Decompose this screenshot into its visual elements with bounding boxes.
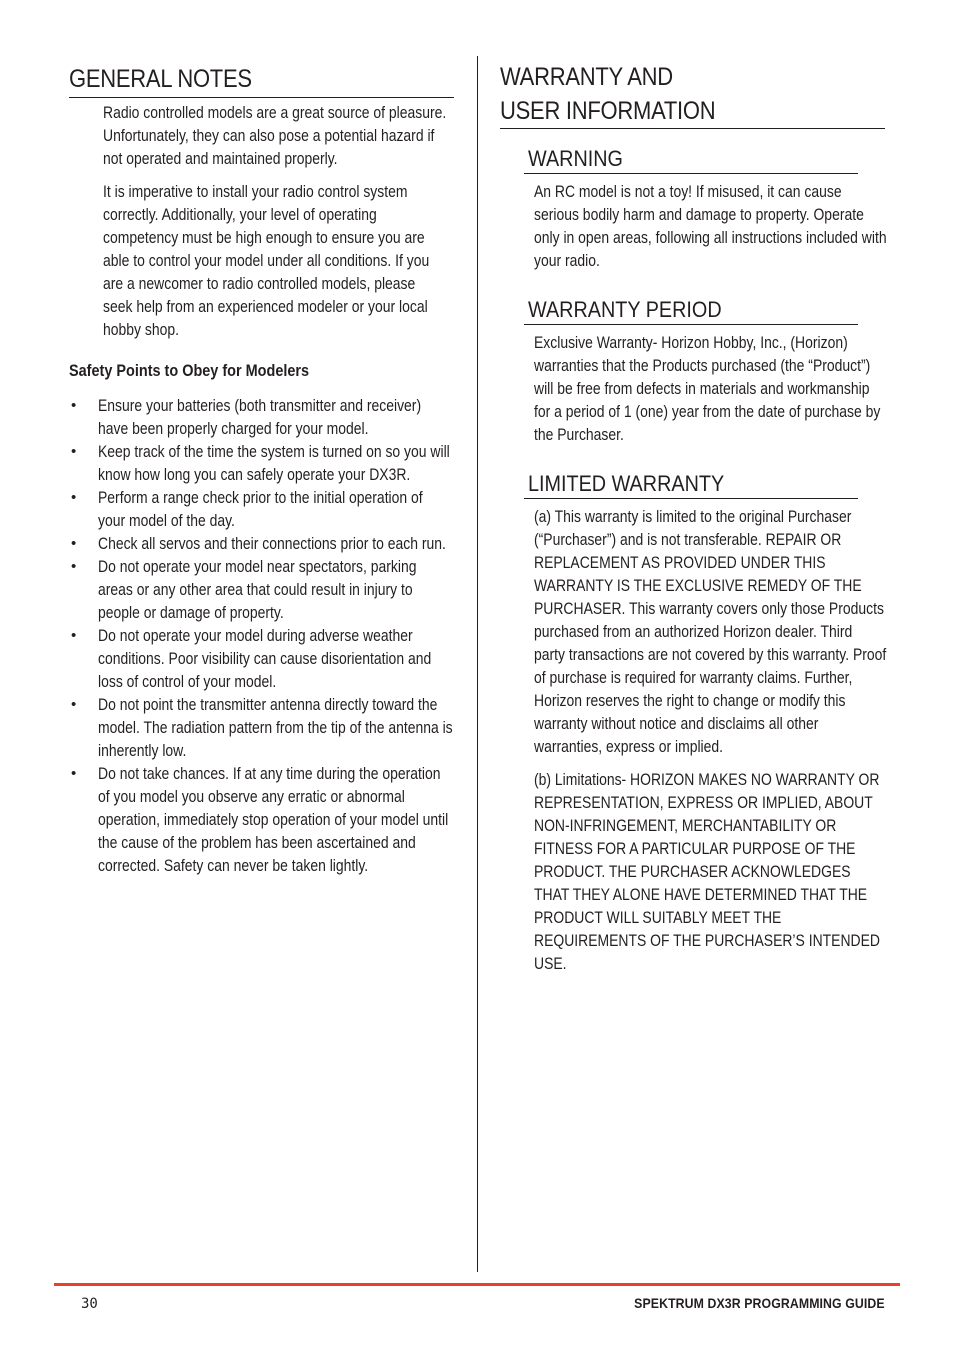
warranty-title-line1: WARRANTY AND (500, 63, 673, 91)
document-title: SPEKTRUM DX3R PROGRAMMING GUIDE (634, 1295, 885, 1311)
warranty-period-text: Exclusive Warranty- Horizon Hobby, Inc., (Horizon) warranties that the Products purchased (the “Product”) will be free from defects in materials and workmanship for a period of 1 (one) year from the date of purchase by the Purchaser. (534, 333, 881, 444)
warranty-column (500, 60, 886, 975)
list-item (69, 762, 455, 877)
bullet-icon: • (71, 765, 77, 782)
limited-warranty-paragraph-b (534, 768, 889, 975)
general-notes-column (69, 60, 455, 877)
footer-accent-bar (54, 1283, 900, 1286)
list-item-text: Do not take chances. If at any time during the operation of you model you observe any erratic or abnormal operation, immediately stop operation of your model until the cause of the problem has been ascertained and corrected. Safety can never be taken lightly. (98, 764, 449, 875)
list-item (69, 624, 455, 693)
safety-points-heading (69, 359, 455, 382)
bullet-icon: • (71, 397, 77, 414)
warning-text: An RC model is not a toy! If misused, it can cause serious bodily harm and damage to property. Operate only in open areas, following all instructions included with your radio. (534, 182, 887, 270)
warning-paragraph (534, 180, 889, 272)
intro-paragraph (103, 101, 448, 170)
warranty-title-line2: USER INFORMATION (500, 97, 716, 125)
section-rule (524, 498, 858, 499)
general-notes-title: GENERAL NOTES (69, 65, 252, 93)
list-item-text: Do not operate your model during adverse weather conditions. Poor visibility can cause disorientation and loss of control of your model. (98, 626, 432, 691)
title-rule (69, 97, 454, 98)
column-divider (477, 56, 478, 1272)
list-item (69, 440, 455, 486)
list-item-text: Ensure your batteries (both transmitter and receiver) have been properly charged for your model. (98, 396, 422, 438)
list-item (69, 693, 455, 762)
section-rule (524, 324, 858, 325)
limited-warranty-text-b: (b) Limitations- HORIZON MAKES NO WARRANTY OR REPRESENTATION, EXPRESS OR IMPLIED, ABOUT NON-INFRINGEMENT, MERCHANTABILITY OR FITNESS FOR A PARTICULAR PURPOSE OF THE PRODUCT. THE PURCHASER ACKNOWLEDGES THAT THEY ALONE HAVE DETERMINED THAT THE PRODUCT WILL SUITABLY MEET THE REQUIREMENTS OF THE PURCHASER’S INTENDED USE. (534, 770, 880, 973)
list-item (69, 486, 455, 532)
safety-bullet-list (69, 394, 455, 877)
safety-points-heading-text: Safety Points to Obey for Modelers (69, 361, 310, 380)
warranty-period-heading: WARRANTY PERIOD (528, 297, 722, 322)
section-rule (524, 173, 858, 174)
list-item-text: Check all servos and their connections prior to each run. (98, 534, 446, 553)
installation-paragraph (103, 180, 448, 341)
warning-heading: WARNING (528, 146, 623, 171)
limited-warranty-text-a: (a) This warranty is limited to the original Purchaser (“Purchaser”) and is not transferable. REPAIR OR REPLACEMENT AS PROVIDED UNDER THIS WARRANTY IS THE EXCLUSIVE REMEDY OF THE PURCHASER. This warranty covers only those Products purchased from an authorized Horizon dealer. Third party transactions are not covered by this warranty. Proof of purchase is required for warranty claims. Further, Horizon reserves the right to change or modify this warranty without notice and disclaims all other warranties, express or implied. (534, 507, 887, 756)
bullet-icon: • (71, 443, 77, 460)
list-item-text: Do not operate your model near spectators, parking areas or any other area that could result in injury to people or damage of property. (98, 557, 417, 622)
list-item (69, 394, 455, 440)
bullet-icon: • (71, 558, 77, 575)
bullet-icon: • (71, 696, 77, 713)
list-item (69, 555, 455, 624)
installation-paragraph-text: It is imperative to install your radio control system correctly. Additionally, your level of operating competency must be high enough to ensure you are able to control your model under all conditions. If you are a newcomer to radio controlled models, please seek help from an experienced modeler or your local hobby shop. (103, 182, 430, 339)
bullet-icon: • (71, 627, 77, 644)
limited-warranty-heading: LIMITED WARRANTY (528, 471, 725, 496)
limited-warranty-paragraph-a (534, 505, 889, 758)
list-item-text: Do not point the transmitter antenna directly toward the model. The radiation pattern from the tip of the antenna is inherently low. (98, 695, 453, 760)
list-item (69, 532, 455, 555)
intro-paragraph-text: Radio controlled models are a great source of pleasure. Unfortunately, they can also pose a potential hazard if not operated and maintained properly. (103, 103, 447, 168)
warranty-period-paragraph (534, 331, 889, 446)
list-item-text: Perform a range check prior to the initial operation of your model of the day. (98, 488, 423, 530)
page-number: 30 (81, 1296, 98, 1312)
bullet-icon: • (71, 489, 77, 506)
list-item-text: Keep track of the time the system is turned on so you will know how long you can safely operate your DX3R. (98, 442, 450, 484)
bullet-icon: • (71, 535, 77, 552)
